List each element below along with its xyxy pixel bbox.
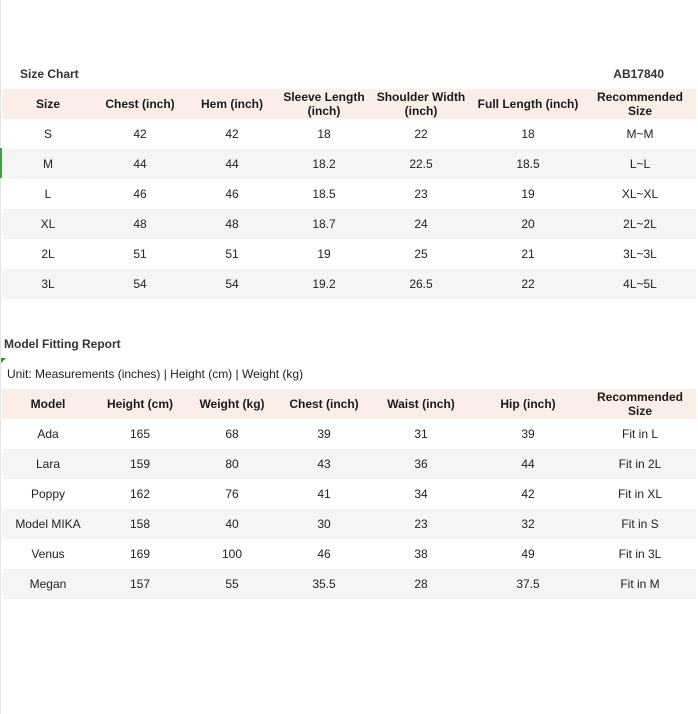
size-chart-header-cell: Full Length (inch) bbox=[472, 89, 584, 119]
fitting-report-row bbox=[2, 509, 696, 539]
fitting-report-cell: 35.5 bbox=[278, 569, 370, 599]
fitting-report-cell: 162 bbox=[129, 487, 151, 501]
size-chart-table bbox=[2, 89, 696, 299]
fitting-report-row bbox=[2, 419, 696, 449]
size-chart-cell: L bbox=[44, 187, 52, 201]
size-chart-header-cell: Chest (inch) bbox=[94, 89, 186, 119]
unit-note: Unit: Measurements (inches) | Height (cm) | Weight (kg) bbox=[7, 367, 304, 381]
product-code: AB17840 bbox=[613, 67, 664, 81]
size-chart-cell: 46 bbox=[225, 187, 239, 201]
size-chart-row bbox=[2, 119, 696, 149]
fitting-report-header-cell: Height (cm) bbox=[94, 389, 186, 419]
fitting-report-cell: Lara bbox=[2, 449, 94, 479]
fitting-report-row bbox=[2, 449, 696, 479]
size-chart-cell: 25 bbox=[414, 247, 428, 261]
fitting-report-cell: 37.5 bbox=[472, 569, 584, 599]
size-chart-row bbox=[2, 269, 696, 299]
fitting-report-cell: 49 bbox=[521, 547, 535, 561]
fitting-report-cell: Poppy bbox=[30, 487, 66, 501]
size-chart-cell: 19.2 bbox=[278, 269, 370, 299]
fitting-report-cell: 39 bbox=[521, 427, 535, 441]
size-chart-cell: XL bbox=[2, 209, 94, 239]
size-chart-cell: 26.5 bbox=[370, 269, 472, 299]
size-chart-row bbox=[2, 239, 696, 269]
fitting-report-title: Model Fitting Report bbox=[4, 337, 121, 351]
size-chart-cell: 18.2 bbox=[278, 149, 370, 179]
fitting-report-cell: Fit in 3L bbox=[618, 547, 662, 561]
fitting-report-cell: 28 bbox=[370, 569, 472, 599]
size-chart-header-cell: Hem (inch) bbox=[186, 89, 278, 119]
size-chart-cell: L~L bbox=[584, 149, 696, 179]
left-border bbox=[0, 0, 1, 714]
fitting-report-cell: 157 bbox=[94, 569, 186, 599]
fitting-report-row bbox=[2, 539, 696, 569]
fitting-report-cell: Fit in L bbox=[621, 427, 658, 441]
size-chart-cell: 22 bbox=[472, 269, 584, 299]
size-chart-header-cell: Recommended Size bbox=[584, 89, 696, 119]
size-chart-cell: 19 bbox=[317, 247, 331, 261]
size-chart-cell: 46 bbox=[133, 187, 147, 201]
size-chart-cell: 44 bbox=[94, 149, 186, 179]
fitting-report-cell: 31 bbox=[414, 427, 428, 441]
fitting-report-cell: 46 bbox=[317, 547, 331, 561]
size-chart-header-row bbox=[2, 89, 696, 119]
size-chart-header-cell: Sleeve Length (inch) bbox=[278, 89, 370, 119]
fitting-report-cell: Venus bbox=[31, 547, 65, 561]
size-chart-cell: 48 bbox=[186, 209, 278, 239]
fitting-report-cell: Ada bbox=[37, 427, 59, 441]
fitting-report-cell: 38 bbox=[414, 547, 428, 561]
fitting-report-cell: 30 bbox=[278, 509, 370, 539]
fitting-report-row bbox=[2, 569, 696, 599]
fitting-report-header-cell: Model bbox=[2, 389, 94, 419]
fitting-report-cell: 41 bbox=[317, 487, 331, 501]
fitting-report-cell: 32 bbox=[472, 509, 584, 539]
size-chart-cell: 48 bbox=[94, 209, 186, 239]
fitting-report-cell: 169 bbox=[129, 547, 151, 561]
fitting-report-cell: 40 bbox=[186, 509, 278, 539]
fitting-report-header-cell: Weight (kg) bbox=[186, 389, 278, 419]
size-chart-header-cell: Size bbox=[2, 89, 94, 119]
fitting-report-cell: 68 bbox=[225, 427, 239, 441]
size-chart-cell: 3L bbox=[2, 269, 94, 299]
fitting-report-cell: 158 bbox=[94, 509, 186, 539]
fitting-report-header-cell: Waist (inch) bbox=[370, 389, 472, 419]
size-chart-header-cell: Shoulder Width (inch) bbox=[370, 89, 472, 119]
fitting-report-table bbox=[2, 389, 696, 599]
size-chart-cell: 23 bbox=[414, 187, 428, 201]
size-chart-cell: 54 bbox=[186, 269, 278, 299]
cell-comment-marker bbox=[1, 358, 6, 363]
size-chart-cell: 42 bbox=[225, 127, 239, 141]
size-chart-cell: M bbox=[2, 149, 94, 179]
fitting-report-cell: Fit in XL bbox=[617, 487, 662, 501]
fitting-report-cell: Megan bbox=[2, 569, 94, 599]
size-chart-cell: 18.5 bbox=[472, 149, 584, 179]
size-chart-cell: S bbox=[43, 127, 52, 141]
fitting-report-cell: 36 bbox=[370, 449, 472, 479]
size-chart-cell: 22 bbox=[414, 127, 428, 141]
size-chart-cell: 2L bbox=[41, 247, 55, 261]
size-chart-cell: 3L~3L bbox=[623, 247, 657, 261]
size-chart-cell: 44 bbox=[186, 149, 278, 179]
size-chart-row bbox=[2, 149, 696, 179]
size-chart-cell: 2L~2L bbox=[584, 209, 696, 239]
fitting-report-cell: Fit in 2L bbox=[584, 449, 696, 479]
fitting-report-cell: 23 bbox=[370, 509, 472, 539]
size-chart-cell: 21 bbox=[521, 247, 535, 261]
size-chart-cell: 22.5 bbox=[370, 149, 472, 179]
size-chart-cell: 4L~5L bbox=[584, 269, 696, 299]
fitting-report-cell: Fit in S bbox=[584, 509, 696, 539]
size-chart-cell: 18.7 bbox=[278, 209, 370, 239]
size-chart-row bbox=[2, 209, 696, 239]
size-chart-cell: 18 bbox=[317, 127, 331, 141]
size-chart-title: Size Chart bbox=[20, 67, 79, 81]
fitting-report-cell: 159 bbox=[94, 449, 186, 479]
size-chart-cell: 42 bbox=[133, 127, 147, 141]
size-chart-cell: 51 bbox=[225, 247, 239, 261]
fitting-report-cell: Model MIKA bbox=[2, 509, 94, 539]
fitting-report-cell: 76 bbox=[225, 487, 239, 501]
size-chart-cell: 20 bbox=[472, 209, 584, 239]
size-chart-cell: M~M bbox=[626, 127, 654, 141]
fitting-report-cell: 165 bbox=[129, 427, 151, 441]
size-chart-cell: 18.5 bbox=[312, 187, 336, 201]
fitting-report-header-cell: Hip (inch) bbox=[472, 389, 584, 419]
size-chart-row bbox=[2, 179, 696, 209]
fitting-report-cell: Fit in M bbox=[584, 569, 696, 599]
fitting-report-cell: 34 bbox=[414, 487, 428, 501]
fitting-report-cell: 55 bbox=[186, 569, 278, 599]
fitting-report-header-cell: Chest (inch) bbox=[278, 389, 370, 419]
size-chart-cell: 19 bbox=[521, 187, 535, 201]
fitting-report-row bbox=[2, 479, 696, 509]
size-chart-cell: 18 bbox=[521, 127, 535, 141]
size-chart-cell: XL~XL bbox=[621, 187, 659, 201]
fitting-report-cell: 100 bbox=[221, 547, 243, 561]
fitting-report-cell: 80 bbox=[186, 449, 278, 479]
size-chart-cell: 24 bbox=[370, 209, 472, 239]
fitting-report-header-cell: Recommended Size bbox=[584, 389, 696, 419]
size-chart-cell: 51 bbox=[133, 247, 147, 261]
size-chart-cell: 54 bbox=[94, 269, 186, 299]
fitting-report-header-row bbox=[2, 389, 696, 419]
fitting-report-cell: 39 bbox=[317, 427, 331, 441]
fitting-report-cell: 44 bbox=[472, 449, 584, 479]
fitting-report-cell: 42 bbox=[521, 487, 535, 501]
fitting-report-cell: 43 bbox=[278, 449, 370, 479]
